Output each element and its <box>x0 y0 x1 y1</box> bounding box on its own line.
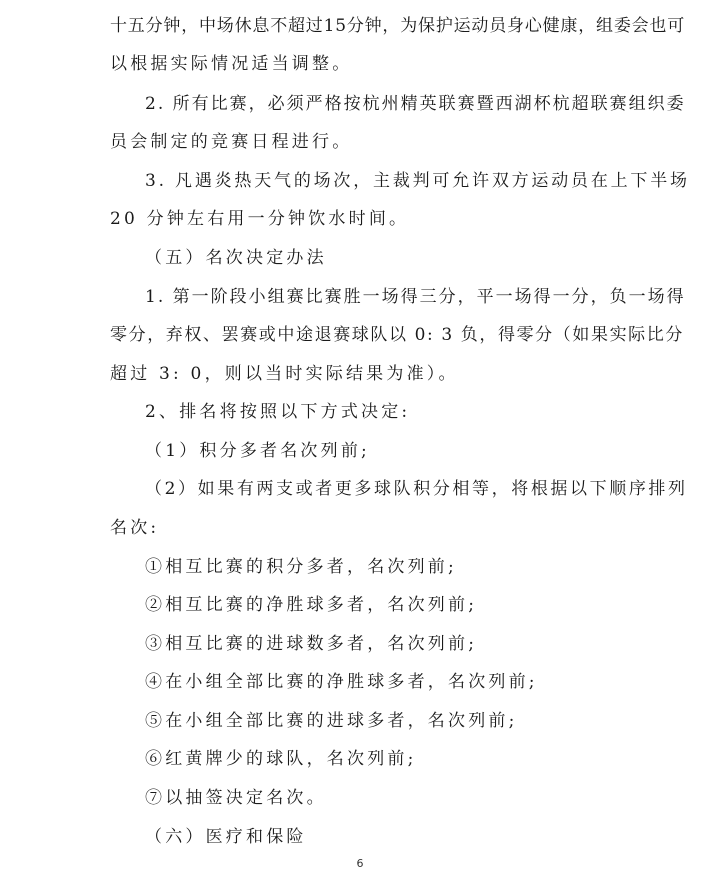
list-item-7: ⑦以抽签决定名次。 <box>145 788 327 808</box>
paragraph-line-4: 员会制定的竞赛日程进行。 <box>110 132 353 152</box>
section-heading-6: （六）医疗和保险 <box>145 827 307 847</box>
paragraph-line-2: 以根据实际情况适当调整。 <box>110 54 353 74</box>
paragraph-line-3: 2. 所有比赛，必须严格按杭州精英联赛暨西湖杯杭超联赛组织委 <box>145 94 686 114</box>
list-item-1: ①相互比赛的积分多者，名次列前; <box>145 557 457 577</box>
paragraph-line-12: （1）积分多者名次列前; <box>145 441 370 461</box>
paragraph-line-8: 1. 第一阶段小组赛比赛胜一场得三分，平一场得一分，负一场得 <box>145 287 686 307</box>
list-item-3: ③相互比赛的进球数多者，名次列前; <box>145 634 478 654</box>
paragraph-line-10: 超过 3: 0，则以当时实际结果为准）。 <box>110 364 459 384</box>
page-number: 6 <box>356 857 364 870</box>
list-item-5: ⑤在小组全部比赛的进球多者，名次列前; <box>145 711 518 731</box>
paragraph-line-11: 2、排名将按照以下方式决定: <box>145 402 411 422</box>
list-item-6: ⑥红黄牌少的球队，名次列前; <box>145 749 417 769</box>
paragraph-line-13: （2）如果有两支或者更多球队积分相等，将根据以下顺序排列 <box>145 479 688 499</box>
paragraph-line-1: 十五分钟，中场休息不超过15分钟，为保护运动员身心健康，组委会也可 <box>110 16 686 36</box>
paragraph-line-14: 名次: <box>110 518 160 538</box>
list-item-4: ④在小组全部比赛的净胜球多者，名次列前; <box>145 672 538 692</box>
list-item-2: ②相互比赛的净胜球多者，名次列前; <box>145 595 478 615</box>
paragraph-line-6: 20 分钟左右用一分钟饮水时间。 <box>110 209 410 229</box>
paragraph-line-5: 3. 凡遇炎热天气的场次，主裁判可允许双方运动员在上下半场 <box>145 171 690 191</box>
section-heading-5: （五）名次决定办法 <box>145 248 327 268</box>
paragraph-line-9: 零分，弃权、罢赛或中途退赛球队以 0: 3 负，得零分（如果实际比分 <box>110 325 684 345</box>
